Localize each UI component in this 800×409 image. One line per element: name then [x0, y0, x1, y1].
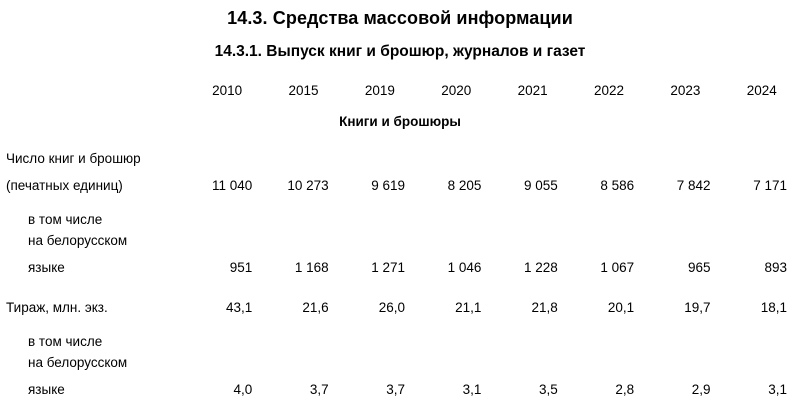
spacer-cell: [342, 278, 418, 289]
table-row: [0, 228, 800, 249]
row-cell-blank: [494, 228, 570, 249]
spacer-cell: [724, 135, 800, 146]
row-value: 9 055: [524, 178, 558, 193]
table-row: [0, 371, 800, 400]
row-value: 3,1: [462, 382, 482, 397]
spacer-row: [0, 135, 800, 146]
row-value: 965: [688, 260, 711, 275]
row-value: 3,7: [309, 382, 329, 397]
spacer-label-cell: [0, 318, 189, 329]
header-year-2010: 2010: [212, 82, 243, 98]
header-year-2019: 2019: [364, 82, 395, 98]
row-cell-blank: [342, 329, 418, 350]
row-value: 1 046: [447, 260, 482, 275]
row-label-line: Тираж, млн. экз.: [6, 300, 108, 315]
spacer-cell: [418, 278, 494, 289]
row-cell-blank: [647, 228, 723, 249]
row-cell-blank: [571, 146, 647, 167]
row-value: 7 171: [753, 178, 787, 193]
spacer-cell: [571, 135, 647, 146]
spacer-cell: [494, 318, 570, 329]
header-corner-cell: [0, 73, 189, 107]
page-subtitle: 14.3.1. Выпуск книг и брошюр, журналов и газет: [214, 43, 586, 60]
spacer-cell: [342, 196, 418, 207]
spacer-label-cell: [0, 196, 189, 207]
spacer-label-cell: [0, 135, 189, 146]
row-cell-blank: [265, 329, 341, 350]
document-page: [0, 8, 800, 409]
spacer-cell: [189, 196, 265, 207]
spacer-cell: [571, 278, 647, 289]
row-label-line: в том числе: [28, 212, 103, 227]
row-cell-blank: [265, 146, 341, 167]
spacer-label-cell: [0, 278, 189, 289]
spacer-cell: [418, 135, 494, 146]
spacer-cell: [342, 135, 418, 146]
spacer-cell: [265, 196, 341, 207]
row-value: 3,1: [768, 382, 787, 397]
header-year-2020: 2020: [441, 82, 472, 98]
row-cell-blank: [494, 146, 570, 167]
row-cell-blank: [418, 329, 494, 350]
row-label-line: на белорусском: [28, 233, 128, 248]
spacer-cell: [189, 278, 265, 289]
spacer-cell: [494, 135, 570, 146]
row-cell-blank: [571, 329, 647, 350]
row-value: 18,1: [760, 300, 787, 315]
row-cell-blank: [189, 207, 265, 228]
row-value: 8 205: [447, 178, 482, 193]
header-year-2022: 2022: [593, 82, 625, 98]
spacer-cell: [724, 278, 800, 289]
spacer-row: [0, 278, 800, 289]
row-value: 1 271: [371, 260, 406, 275]
row-value: 10 273: [287, 178, 329, 193]
table-row: [0, 350, 800, 371]
row-cell-blank: [189, 228, 265, 249]
header-year-2023: 2023: [670, 82, 701, 98]
spacer-cell: [724, 318, 800, 329]
spacer-cell: [724, 196, 800, 207]
row-cell-blank: [189, 350, 265, 371]
row-label-line: в том числе: [28, 334, 103, 349]
row-value: 951: [229, 260, 253, 275]
row-cell-blank: [724, 329, 800, 350]
row-value: 7 842: [676, 178, 711, 193]
spacer-cell: [418, 318, 494, 329]
row-cell-blank: [724, 146, 800, 167]
row-value: 21,6: [302, 300, 329, 315]
row-cell-blank: [265, 228, 341, 249]
row-value: 26,0: [378, 300, 406, 315]
row-label-line: на белорусском: [28, 355, 128, 370]
spacer-row: [0, 196, 800, 207]
spacer-cell: [265, 278, 341, 289]
spacer-cell: [189, 318, 265, 329]
row-value: 9 619: [371, 178, 406, 193]
row-value: 893: [764, 260, 787, 275]
row-cell-blank: [494, 350, 570, 371]
spacer-cell: [494, 278, 570, 289]
row-value: 20,1: [607, 300, 635, 315]
spacer-cell: [571, 318, 647, 329]
row-cell-blank: [418, 350, 494, 371]
row-cell-blank: [418, 228, 494, 249]
row-value: 8 586: [600, 178, 635, 193]
row-cell-blank: [571, 350, 647, 371]
table-row: [0, 146, 800, 167]
row-value: 1 168: [294, 260, 329, 275]
spacer-cell: [189, 135, 265, 146]
table-row: [0, 167, 800, 196]
row-value: 1 228: [524, 260, 558, 275]
spacer-cell: [647, 196, 723, 207]
row-cell-blank: [342, 350, 418, 371]
row-cell-blank: [647, 207, 723, 228]
section-heading-row: [0, 107, 800, 135]
row-cell-blank: [571, 207, 647, 228]
table-row: [0, 249, 800, 278]
row-cell-blank: [571, 228, 647, 249]
row-label-line: языке: [28, 382, 65, 397]
spacer-cell: [418, 196, 494, 207]
row-value: 19,7: [684, 300, 711, 315]
row-value: 43,1: [226, 300, 253, 315]
row-cell-blank: [418, 146, 494, 167]
row-cell-blank: [265, 207, 341, 228]
row-value: 3,5: [539, 382, 558, 397]
row-label-line: языке: [28, 260, 65, 275]
row-cell-blank: [647, 329, 723, 350]
row-label-line: Число книг и брошюр: [6, 151, 141, 166]
spacer-row: [0, 318, 800, 329]
spacer-cell: [494, 196, 570, 207]
statistics-table: [0, 73, 800, 400]
row-cell-blank: [724, 228, 800, 249]
row-cell-blank: [189, 329, 265, 350]
row-value: 21,1: [455, 300, 482, 315]
spacer-cell: [647, 318, 723, 329]
row-value: 2,9: [691, 382, 711, 397]
header-year-2015: 2015: [288, 82, 319, 98]
row-cell-blank: [342, 207, 418, 228]
table-row: [0, 207, 800, 228]
row-cell-blank: [724, 350, 800, 371]
table-row: [0, 289, 800, 318]
row-cell-blank: [418, 207, 494, 228]
spacer-cell: [647, 278, 723, 289]
row-cell-blank: [494, 207, 570, 228]
header-year-2024: 2024: [746, 82, 777, 98]
row-cell-blank: [342, 228, 418, 249]
spacer-cell: [265, 135, 341, 146]
header-year-2021: 2021: [517, 82, 548, 98]
row-cell-blank: [647, 350, 723, 371]
row-value: 2,8: [615, 382, 635, 397]
row-value: 11 040: [212, 178, 253, 193]
section-heading-books: Книги и брошюры: [339, 113, 461, 129]
row-cell-blank: [724, 207, 800, 228]
row-cell-blank: [189, 146, 265, 167]
row-value: 4,0: [233, 382, 253, 397]
spacer-cell: [342, 318, 418, 329]
row-cell-blank: [494, 329, 570, 350]
spacer-cell: [571, 196, 647, 207]
table-row: [0, 329, 800, 350]
row-label-line: (печатных единиц): [6, 178, 123, 193]
row-value: 3,7: [386, 382, 406, 397]
page-title: 14.3. Средства массовой информации: [227, 8, 573, 28]
row-value: 21,8: [531, 300, 558, 315]
row-value: 1 067: [600, 260, 635, 275]
row-cell-blank: [265, 350, 341, 371]
spacer-cell: [265, 318, 341, 329]
row-cell-blank: [647, 146, 723, 167]
table-header-row: [0, 73, 800, 107]
row-cell-blank: [342, 146, 418, 167]
spacer-cell: [647, 135, 723, 146]
